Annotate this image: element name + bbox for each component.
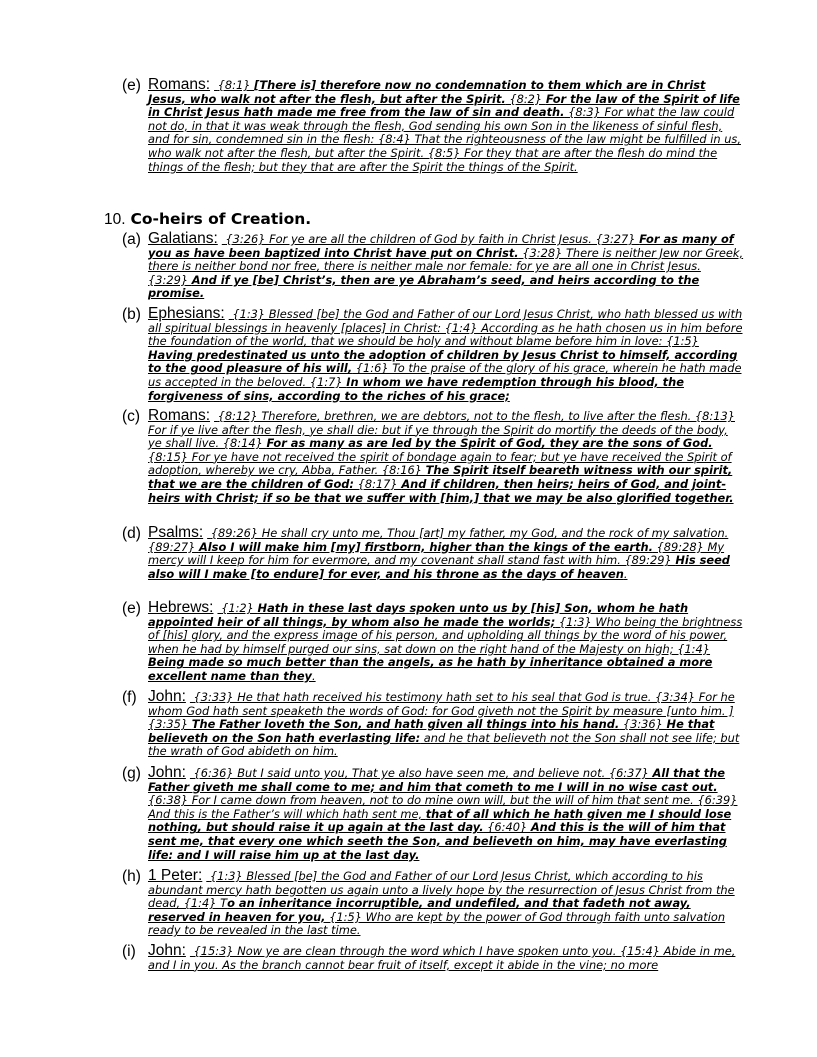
list-letter: (a) [122, 231, 141, 248]
list-item-1-peter [124, 869, 744, 938]
verse-ref: {8:17} [353, 476, 402, 491]
verse-ref: {8:2} [505, 91, 546, 106]
book-name: Hebrews: [148, 599, 214, 616]
verse-plain: {89:28} My mercy will I keep for him for evermore, and my covenant shall stand fast with him. {89:29} [148, 539, 725, 568]
verse-text [148, 869, 744, 938]
verse-plain: {1:5} Who are kept by the power of God through faith unto salvation ready to be revealed in the last time. [148, 909, 726, 938]
list-letter: (b) [122, 306, 141, 323]
verse-emphasis: that of all which he hath given me I should lose nothing, but should raise it up again at the last day. [148, 806, 732, 835]
verse-text [148, 944, 744, 972]
verse-ref: {8:1} [217, 78, 255, 92]
book-name: Galatians: [148, 230, 218, 247]
verse-emphasis: Also I will make him [my] firstborn, higher than the kings of the earth. [198, 539, 653, 554]
verse-plain: {3:26} For ye are all the children of God by faith in Christ Jesus. {3:27} [225, 232, 640, 246]
section-heading [104, 210, 311, 229]
list-item-romans-8 [124, 78, 744, 174]
list-item-john-6 [124, 766, 744, 862]
verse-text [148, 78, 744, 174]
verse-text [148, 232, 744, 301]
list-item-john-3 [124, 690, 744, 759]
verse-emphasis: o an inheritance incorruptible, and undefiled, and that fadeth not away, reserved in heaven for you, [148, 896, 691, 924]
verse-emphasis: And if children, then heirs; heirs of God, and joint-heirs with Christ; if so be that we suffer with [him,] that we may be also glorified together. [148, 476, 734, 505]
book-name: John: [148, 764, 186, 781]
verse-text [148, 307, 744, 403]
verse-emphasis: Hath in these last days spoken unto us by [his] Son, whom he hath appointed heir of all things, by whom also he made the worlds; [148, 601, 689, 629]
list-letter: (e) [122, 600, 141, 617]
verse-plain: {89:26} He shall cry unto me, Thou [art] my father, my God, and the rock of my salvation. {89:27} [148, 526, 729, 554]
section-title: Co-heirs of Creation. [130, 210, 312, 228]
list-item-galatians [124, 232, 744, 301]
list-item-psalms [124, 526, 744, 581]
verse-plain: {6:36} But I said unto you, That ye also have seen me, and believe not. {6:37} [193, 766, 653, 780]
verse-emphasis: He that believeth on the Son hath everlasting life: [148, 717, 715, 745]
verse-plain: {1:6} To the praise of the glory of his grace, wherein he hath made us accepted in the beloved. {1:7} [148, 361, 742, 389]
verse-emphasis: [There is] therefore now no condemnation to them which are in Christ Jesus, who walk not after the flesh, but after the Spirit. [148, 78, 706, 106]
verse-emphasis: His seed also will I make [to endure] for ever, and his throne as the days of heaven [148, 553, 730, 581]
verse-plain: {15:3} Now ye are clean through the word which I have spoken unto you. {15:4} Abide in me, and I in you. As the branch cannot bear fruit of itself, except it abide in the vine; no more [148, 944, 736, 972]
book-name: Romans: [148, 407, 211, 424]
verse-plain: . [311, 668, 316, 683]
verse-emphasis: For as many as are led by the Spirit of God, they are the sons of God. [266, 436, 713, 451]
verse-plain: {3:28} There is neither Jew nor Greek, there is neither bond nor free, there is neither male nor female: for ye are all one in Christ Jesus. {3:29} [148, 245, 744, 287]
list-letter: (d) [122, 525, 141, 542]
verse-emphasis: In whom we have redemption through his blood, the forgiveness of sins, according to the riches of his grace; [148, 374, 684, 403]
verse-ref: {3:36} [619, 717, 667, 732]
verse-plain: {8:3} For what the law could not do, in that it was weak through the flesh, God sending his own Son in the likeness of sinful flesh, and for sin, condemned sin in the flesh: {8:4} That the righteousness of the law might be fulfilled in us, who walk not after the flesh, but after the Spirit. {8:5} For they that are after the flesh do mind the things of the flesh; but they that are after the Spirit the things of the Spirit. [148, 105, 741, 174]
verse-text [148, 526, 744, 581]
verse-text [148, 766, 744, 862]
verse-plain: {8:15} For ye have not received the spirit of bondage again to fear; but ye have received the Spirit of adoption, whereby we cry, Abba, Father. {8:16} [148, 449, 732, 478]
list-letter: (f) [122, 689, 137, 706]
verse-emphasis: All that the Father giveth me shall come to me; and him that cometh to me I will in no wise cast out. [148, 766, 726, 794]
verse-text [148, 690, 744, 759]
verse-plain: . [623, 566, 628, 581]
verse-plain: {6:38} For I came down from heaven, not to do mine own will, but the will of him that sent me. {6:39} And this is the Father’s will which hath sent me, [148, 793, 738, 821]
verse-plain: {3:33} He that hath received his testimony hath set to his seal that God is true. {3:34} For he whom God hath sent speaketh the words of God: for God giveth not the Spirit by measure [unto him. ]{3:35} [148, 690, 735, 732]
book-name: 1 Peter: [148, 867, 203, 884]
section-number: 10. [104, 211, 126, 228]
verse-plain: {1:3} Blessed [be] the God and Father of our Lord Jesus Christ, who hath blessed us with all spiritual blessings in heavenly [places] in Christ: {1:4} According as he hath chosen us in him before the foundation of the world, that we should be holy and without blame before him in love: {1:5} [148, 307, 743, 349]
list-letter: (g) [122, 765, 141, 782]
verse-plain: {1:3} Blessed [be] the God and Father of our Lord Jesus Christ, which according to his abundant mercy hath begotten us again unto a lively hope by the resurrection of Jesus Christ from the dead, {1:4} T [148, 869, 735, 911]
verse-emphasis: The Father loveth the Son, and hath given all things into his hand. [191, 717, 620, 732]
verse-emphasis: The Spirit itself beareth witness with our spirit, that we are the children of God: [148, 463, 733, 491]
list-letter: (h) [122, 868, 141, 885]
list-item-john-15 [124, 944, 744, 972]
list-letter: (e) [122, 77, 141, 94]
verse-emphasis: Being made so much better than the angels, as he hath by inheritance obtained a more excellent name than they [148, 655, 713, 683]
list-item-romans-8-12 [124, 409, 744, 505]
verse-emphasis: And if ye [be] Christ’s, then are ye Abraham’s seed, and heirs according to the promise. [148, 272, 700, 301]
list-item-hebrews [124, 601, 744, 684]
book-name: Ephesians: [148, 305, 225, 322]
verse-plain: {1:3} Who being the brightness of [his] glory, and the express image of his person, and upholding all things by the word of his power, when he had by himself purged our sins, sat down on the right hand of the Majesty on high; {1:4} [148, 614, 743, 656]
verse-emphasis: And this is the will of him that sent me, that every one which seeth the Son, and believeth on him, may have everlasting life: and I will raise him up at the last day. [148, 820, 727, 862]
book-name: Romans: [148, 76, 211, 93]
verse-emphasis: For the law of the Spirit of life in Christ Jesus hath made me free from the law of sin and death. [148, 91, 740, 120]
list-item-ephesians [124, 307, 744, 403]
verse-emphasis: For as many of you as have been baptized into Christ have put on Christ. [148, 232, 734, 260]
list-letter: (i) [122, 943, 136, 960]
verse-plain: {8:12} Therefore, brethren, we are debtors, not to the flesh, to live after the flesh. {8:13} For if ye live after the flesh, ye shall die: but if ye through the Spirit do mortify the deeds of the body, ye shall live. {8:14} [148, 409, 735, 451]
verse-text [148, 409, 744, 505]
verse-ref: {1:2} [221, 601, 258, 615]
verse-plain: and he that believeth not the Son shall not see life; but the wrath of God abideth on him. [148, 730, 740, 759]
list-letter: (c) [122, 408, 141, 425]
book-name: John: [148, 942, 186, 959]
book-name: John: [148, 688, 186, 705]
book-name: Psalms: [148, 524, 204, 541]
verse-text [148, 601, 744, 684]
verse-ref: {6:40} [483, 820, 531, 835]
verse-emphasis: Having predestinated us unto the adoption of children by Jesus Christ to himself, according to the good pleasure of his will, [148, 347, 738, 376]
